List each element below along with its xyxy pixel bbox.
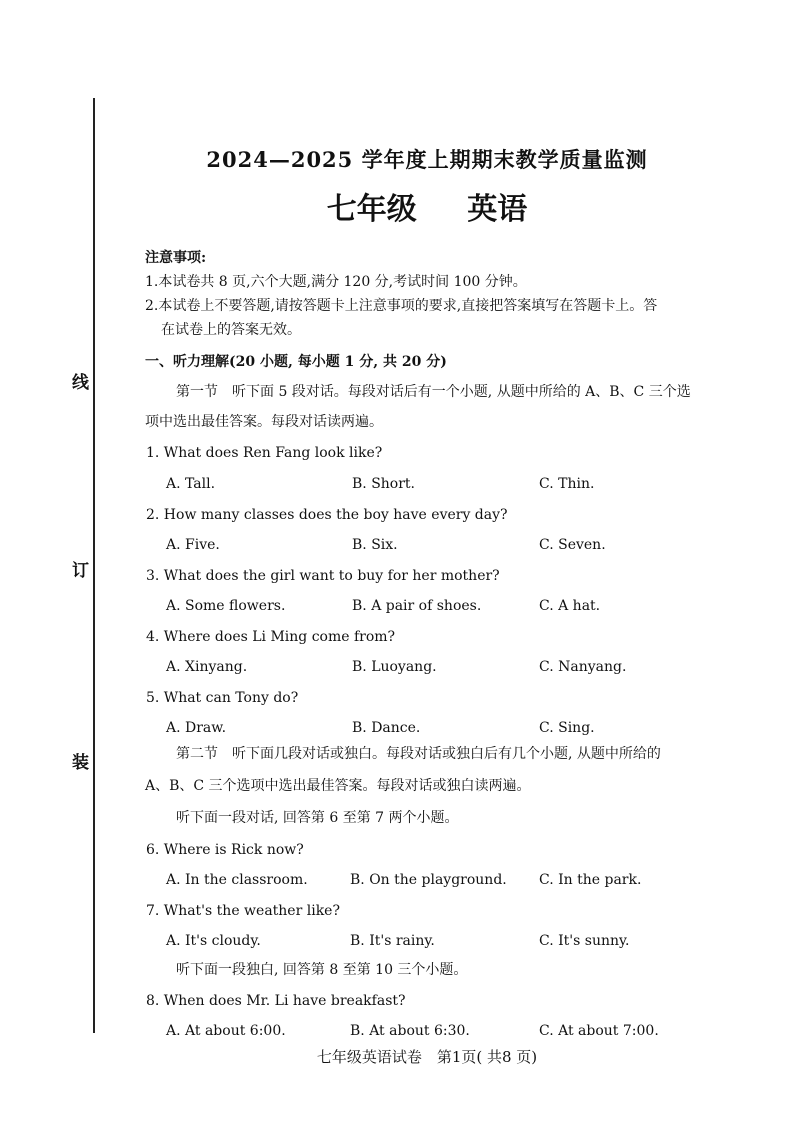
option-b: B. Luoyang. <box>352 659 437 675</box>
part-2-instruction: 第二节 听下面几段对话或独白。每段对话或独白后有几个小题, 从题中所给的 <box>176 746 661 762</box>
option-b: B. Short. <box>352 476 415 492</box>
binding-char-xian: 线 <box>72 373 89 393</box>
question-text: 2. How many classes does the boy have every day? <box>146 507 508 523</box>
option-a: A. Xinyang. <box>166 659 248 675</box>
binding-char-ding: 订 <box>72 561 89 581</box>
exam-subtitle <box>30 184 794 228</box>
grade-label: 七年级 <box>326 192 417 227</box>
option-a: A. Draw. <box>166 720 227 736</box>
subject-label: 英语 <box>467 192 528 227</box>
option-b: B. It's rainy. <box>350 933 435 949</box>
binding-char-zhuang: 装 <box>72 753 89 773</box>
question-text: 8. When does Mr. Li have breakfast? <box>146 993 406 1009</box>
option-c: C. A hat. <box>539 598 601 614</box>
question-text: 1. What does Ren Fang look like? <box>146 445 383 461</box>
option-b: B. On the playground. <box>350 872 507 888</box>
option-b: B. At about 6:30. <box>350 1023 470 1039</box>
option-a: A. Five. <box>166 537 220 553</box>
part-1-instruction-cont: 项中选出最佳答案。每段对话读两遍。 <box>145 414 383 430</box>
section-1-heading: 一、听力理解(20 小题, 每小题 1 分, 共 20 分) <box>145 354 447 370</box>
page-footer: 七年级英语试卷 第1页( 共8 页) <box>316 1048 538 1066</box>
option-b: B. Six. <box>352 537 398 553</box>
part-1-instruction: 第一节 听下面 5 段对话。每段对话后有一个小题, 从题中所给的 A、B、C 三个选 <box>176 384 691 400</box>
option-c: C. Sing. <box>539 720 595 736</box>
notice-item-1: 1.本试卷共 8 页,六个大题,满分 120 分,考试时间 100 分钟。 <box>145 274 527 290</box>
option-c: C. Seven. <box>539 537 606 553</box>
part-2-instruction-cont: A、B、C 三个选项中选出最佳答案。每段对话或独白读两遍。 <box>145 778 531 794</box>
dialog-note: 听下面一段对话, 回答第 6 至第 7 两个小题。 <box>176 810 459 826</box>
question-text: 5. What can Tony do? <box>146 690 299 706</box>
option-a: A. In the classroom. <box>166 872 308 888</box>
option-a: A. Tall. <box>166 476 216 492</box>
monolog-note: 听下面一段独白, 回答第 8 至第 10 三个小题。 <box>176 962 468 978</box>
option-a: A. It's cloudy. <box>166 933 261 949</box>
question-text: 6. Where is Rick now? <box>146 842 304 858</box>
option-c: C. Thin. <box>539 476 595 492</box>
option-c: C. At about 7:00. <box>539 1023 659 1039</box>
option-a: A. Some flowers. <box>166 598 286 614</box>
option-c: C. In the park. <box>539 872 642 888</box>
notice-heading: 注意事项: <box>145 250 207 266</box>
option-c: C. It's sunny. <box>539 933 630 949</box>
notice-item-2: 2.本试卷上不要答题,请按答题卡上注意事项的要求,直接把答案填写在答题卡上。答 <box>145 298 658 314</box>
option-b: B. Dance. <box>352 720 421 736</box>
option-b: B. A pair of shoes. <box>352 598 482 614</box>
question-text: 4. Where does Li Ming come from? <box>146 629 396 645</box>
option-a: A. At about 6:00. <box>166 1023 286 1039</box>
question-text: 7. What's the weather like? <box>146 903 340 919</box>
option-c: C. Nanyang. <box>539 659 627 675</box>
question-text: 3. What does the girl want to buy for her mother? <box>146 568 500 584</box>
exam-title: 2024—2025 学年度上期期末教学质量监测 <box>206 147 648 172</box>
binding-line <box>93 98 95 1033</box>
notice-item-2-cont: 在试卷上的答案无效。 <box>161 322 301 338</box>
